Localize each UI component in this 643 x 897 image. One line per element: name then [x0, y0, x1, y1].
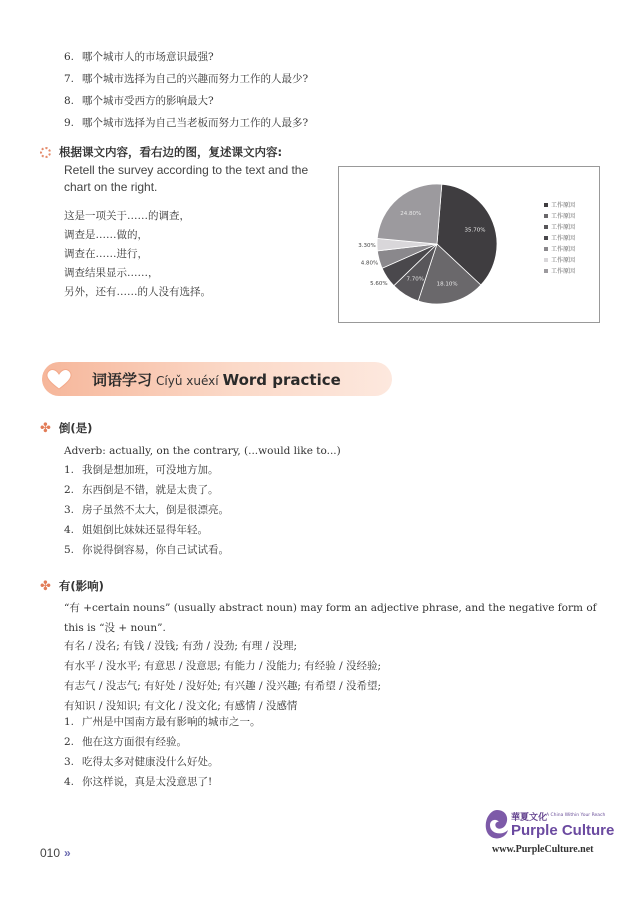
double-chevron-icon: »	[64, 846, 69, 860]
dao-heading	[40, 420, 92, 436]
retell-line: 另外，还有……的人没有选择。	[64, 286, 211, 298]
example-text: 吃得太多对健康没什么好处。	[82, 756, 219, 768]
legend-label: 工作原因	[551, 213, 576, 220]
question-item	[64, 112, 564, 134]
flower-bullet-icon: ✤	[40, 421, 51, 436]
you-heading	[40, 578, 104, 594]
banner-title-pinyin: Cíyǔ xuéxí	[156, 374, 219, 388]
dao-examples	[64, 460, 229, 560]
retell-line: 调查在……进行，	[64, 248, 148, 260]
legend-label: 工作原因	[551, 235, 576, 242]
example-item	[64, 772, 261, 792]
legend-label: 工作原因	[551, 257, 576, 264]
dao-heading-text: 倒(是)	[58, 421, 93, 435]
page-footer	[40, 846, 69, 860]
slice-label: 18.10%	[436, 281, 458, 288]
example-number: 3.	[64, 504, 75, 516]
legend-item	[544, 255, 575, 266]
legend-item	[544, 200, 575, 211]
example-item	[64, 752, 261, 772]
question-text: 哪个城市受西方的影响最大?	[82, 95, 214, 107]
retell-line: 这是一项关于……的调查，	[64, 210, 190, 222]
legend-swatch	[544, 236, 548, 240]
example-text: 东西倒是不错，就是太贵了。	[82, 484, 219, 496]
dao-definition: Adverb: actually, on the contrary, (...would like to...)	[64, 445, 341, 457]
example-item	[64, 712, 261, 732]
question-text: 哪个城市选择为自己当老板而努力工作的人最多?	[82, 117, 309, 129]
retell-prompt-lines	[64, 207, 211, 302]
legend-item	[544, 233, 575, 244]
you-heading-text: 有(影响)	[58, 579, 104, 593]
legend-swatch	[544, 258, 548, 262]
example-item	[64, 500, 229, 520]
legend-label: 工作原因	[551, 224, 576, 231]
legend-swatch	[544, 214, 548, 218]
legend-swatch	[544, 269, 548, 273]
legend-swatch	[544, 247, 548, 251]
example-text: 你说得倒容易，你自己试试看。	[82, 544, 229, 556]
legend-swatch	[544, 203, 548, 207]
example-text: 他在这方面很有经验。	[82, 736, 187, 748]
banner-title-en: Word practice	[222, 371, 341, 389]
slice-label: 7.70%	[406, 276, 425, 283]
retell-instruction-english: Retell the survey according to the text and the chart on the right.	[64, 163, 309, 194]
question-list	[64, 46, 564, 134]
you-definition: “有 +certain nouns” (usually abstract noun) may form an adjective phrase, and the negative form of this is “没 + noun”.	[64, 602, 597, 634]
legend-swatch	[544, 225, 548, 229]
logo-tagline: A China Within Your Reach	[546, 813, 606, 818]
example-number: 3.	[64, 756, 75, 768]
logo-url: www.PurpleCulture.net	[492, 844, 594, 855]
you-word-pairs	[64, 636, 381, 716]
word-pair-line: 有志气 / 没志气; 有好处 / 没好处; 有兴趣 / 没兴趣; 有希望 / 没希望;	[64, 680, 382, 692]
slice-label: 35.70%	[464, 227, 486, 234]
slice-label: 3.30%	[358, 242, 376, 249]
question-number: 6.	[64, 51, 75, 63]
legend-item	[544, 266, 575, 277]
banner-title	[92, 369, 341, 390]
example-text: 姐姐倒比妹妹还显得年轻。	[82, 524, 208, 536]
example-number: 4.	[64, 524, 75, 536]
legend-label: 工作原因	[551, 246, 576, 253]
retell-line: 调查是……做的，	[64, 229, 148, 241]
word-pair-line: 有名 / 没名; 有钱 / 没钱; 有劲 / 没劲; 有理 / 没理;	[64, 640, 298, 652]
gear-icon	[40, 147, 51, 158]
example-item	[64, 480, 229, 500]
page-number: 010	[40, 846, 61, 860]
chart-legend	[544, 200, 575, 277]
legend-item	[544, 211, 575, 222]
question-text: 哪个城市选择为自己的兴趣而努力工作的人最少?	[82, 73, 309, 85]
logo-name: Purple Culture	[511, 822, 615, 839]
example-text: 房子虽然不太大，倒是很漂亮。	[82, 504, 229, 516]
you-examples	[64, 712, 261, 792]
example-item	[64, 460, 229, 480]
legend-item	[544, 222, 575, 233]
legend-label: 工作原因	[551, 202, 576, 209]
example-number: 2.	[64, 484, 75, 496]
question-item	[64, 90, 564, 112]
example-number: 4.	[64, 776, 75, 788]
purple-culture-logo-icon	[484, 808, 510, 842]
retell-line: 调查结果显示……，	[64, 267, 159, 279]
question-item	[64, 68, 564, 90]
example-text: 我倒是想加班，可没地方加。	[82, 464, 219, 476]
legend-item	[544, 244, 575, 255]
question-item	[64, 46, 564, 68]
example-item	[64, 520, 229, 540]
legend-label: 工作原因	[551, 268, 576, 275]
question-text: 哪个城市人的市场意识最强?	[82, 51, 214, 63]
example-item	[64, 732, 261, 752]
example-item	[64, 540, 229, 560]
example-number: 5.	[64, 544, 75, 556]
heart-icon	[44, 367, 74, 391]
word-pair-line: 有知识 / 没知识; 有文化 / 没文化; 有感情 / 没感情	[64, 700, 298, 712]
slice-label: 24.80%	[400, 210, 422, 217]
question-number: 8.	[64, 95, 75, 107]
retell-heading-text: 根据课文内容，看右边的图，复述课文内容:	[59, 145, 283, 159]
example-text: 你这样说，真是太没意思了!	[82, 776, 213, 788]
slice-label: 4.80%	[360, 260, 379, 267]
question-number: 9.	[64, 117, 75, 129]
example-number: 1.	[64, 716, 75, 728]
retell-heading	[40, 144, 282, 160]
question-number: 7.	[64, 73, 75, 85]
banner-title-cn: 词语学习	[92, 371, 153, 389]
example-text: 广州是中国南方最有影响的城市之一。	[82, 716, 261, 728]
logo-cn-text: 華夏文化	[511, 813, 548, 823]
slice-label: 5.60%	[370, 281, 388, 288]
word-pair-line: 有水平 / 没水平; 有意思 / 没意思; 有能力 / 没能力; 有经验 / 没经验;	[64, 660, 382, 672]
example-number: 1.	[64, 464, 75, 476]
example-number: 2.	[64, 736, 75, 748]
flower-bullet-icon: ✤	[40, 579, 51, 594]
